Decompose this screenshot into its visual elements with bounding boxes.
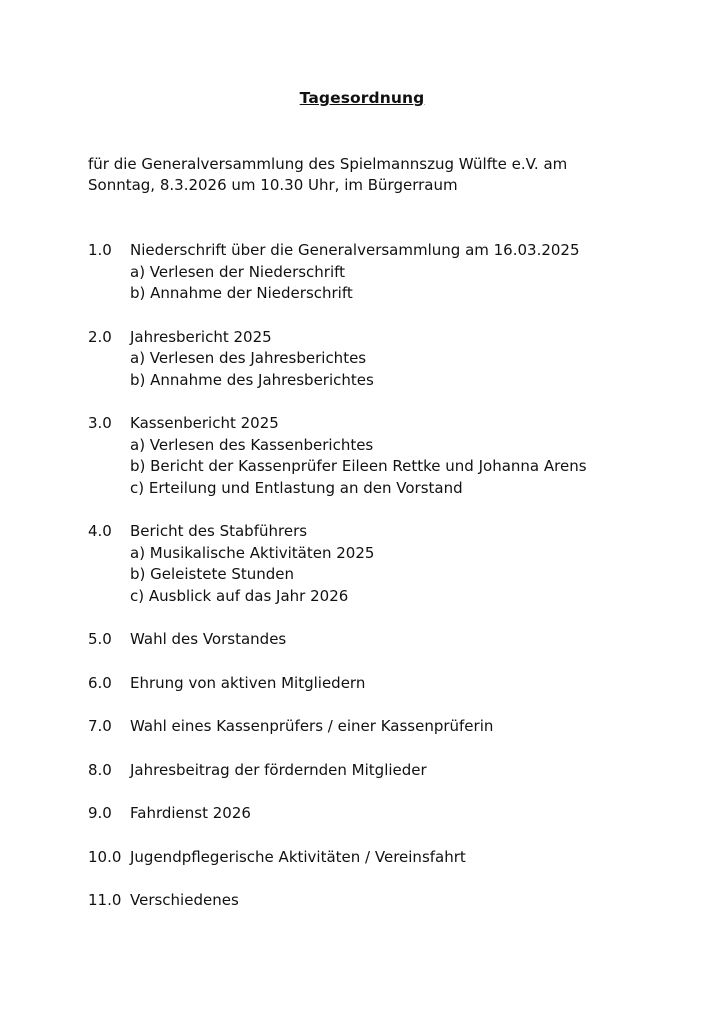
agenda-subitems [130,262,688,305]
agenda-list [88,240,688,934]
agenda-subitems [130,348,688,391]
agenda-subitems [130,543,688,608]
agenda-subitem: a) Musikalische Aktivitäten 2025 [130,543,375,562]
agenda-item-text: Jahresbericht 2025 [130,327,272,346]
agenda-item-text: Wahl des Vorstandes [130,630,287,648]
agenda-item [88,521,688,607]
agenda-subitems [130,435,688,500]
agenda-item [88,803,688,825]
intro-line: Sonntag, 8.3.2026 um 10.30 Uhr, im Bürgerraum [88,176,458,194]
agenda-item-number: 10.0 [88,847,122,866]
agenda-subitem: b) Annahme der Niederschrift [130,284,353,302]
agenda-subitem: b) Annahme des Jahresberichtes [130,370,374,389]
agenda-item-text: Jahresbeitrag der fördernden Mitglieder [130,760,427,779]
agenda-item [88,240,688,305]
agenda-item-number: 9.0 [88,804,112,822]
intro-paragraph [88,154,688,196]
intro-line: für die Generalversammlung des Spielmannszug Wülfte e.V. am [88,155,568,173]
agenda-item-number: 11.0 [88,891,122,909]
agenda-item [88,847,688,869]
agenda-subitem: c) Ausblick auf das Jahr 2026 [130,586,349,605]
agenda-item-text: Wahl eines Kassenprüfers / einer Kassenprüferin [130,717,494,735]
agenda-item-text: Ehrung von aktiven Mitgliedern [130,673,366,692]
agenda-item-text: Jugendpflegerische Aktivitäten / Vereinsfahrt [130,847,466,866]
agenda-item-number: 2.0 [88,327,112,346]
agenda-item [88,890,688,912]
agenda-item-text: Bericht des Stabführers [130,522,308,540]
agenda-item [88,673,688,695]
agenda-item-number: 1.0 [88,241,112,259]
agenda-item-number: 4.0 [88,522,112,540]
agenda-subitem: a) Verlesen des Kassenberichtes [130,435,374,454]
agenda-item-number: 7.0 [88,717,112,735]
agenda-subitem: a) Verlesen des Jahresberichtes [130,349,367,367]
agenda-item-number: 8.0 [88,760,112,779]
agenda-item-number: 6.0 [88,673,112,692]
agenda-subitem: b) Bericht der Kassenprüfer Eileen Rettke und Johanna Arens [130,457,587,475]
agenda-subitem: c) Erteilung und Entlastung an den Vorstand [130,478,463,497]
agenda-item-text: Kassenbericht 2025 [130,414,279,432]
agenda-item-text: Fahrdienst 2026 [130,804,251,822]
agenda-item-number: 5.0 [88,630,112,648]
agenda-subitem: b) Geleistete Stunden [130,565,295,583]
agenda-item [88,413,688,499]
agenda-item [88,629,688,651]
agenda-item [88,760,688,782]
agenda-subitem: a) Verlesen der Niederschrift [130,262,346,281]
document-title: Tagesordnung [299,89,425,107]
agenda-item-text: Niederschrift über die Generalversammlung am 16.03.2025 [130,241,580,259]
agenda-item [88,716,688,738]
agenda-item [88,327,688,392]
agenda-item-number: 3.0 [88,414,112,432]
agenda-item-text: Verschiedenes [130,891,239,909]
